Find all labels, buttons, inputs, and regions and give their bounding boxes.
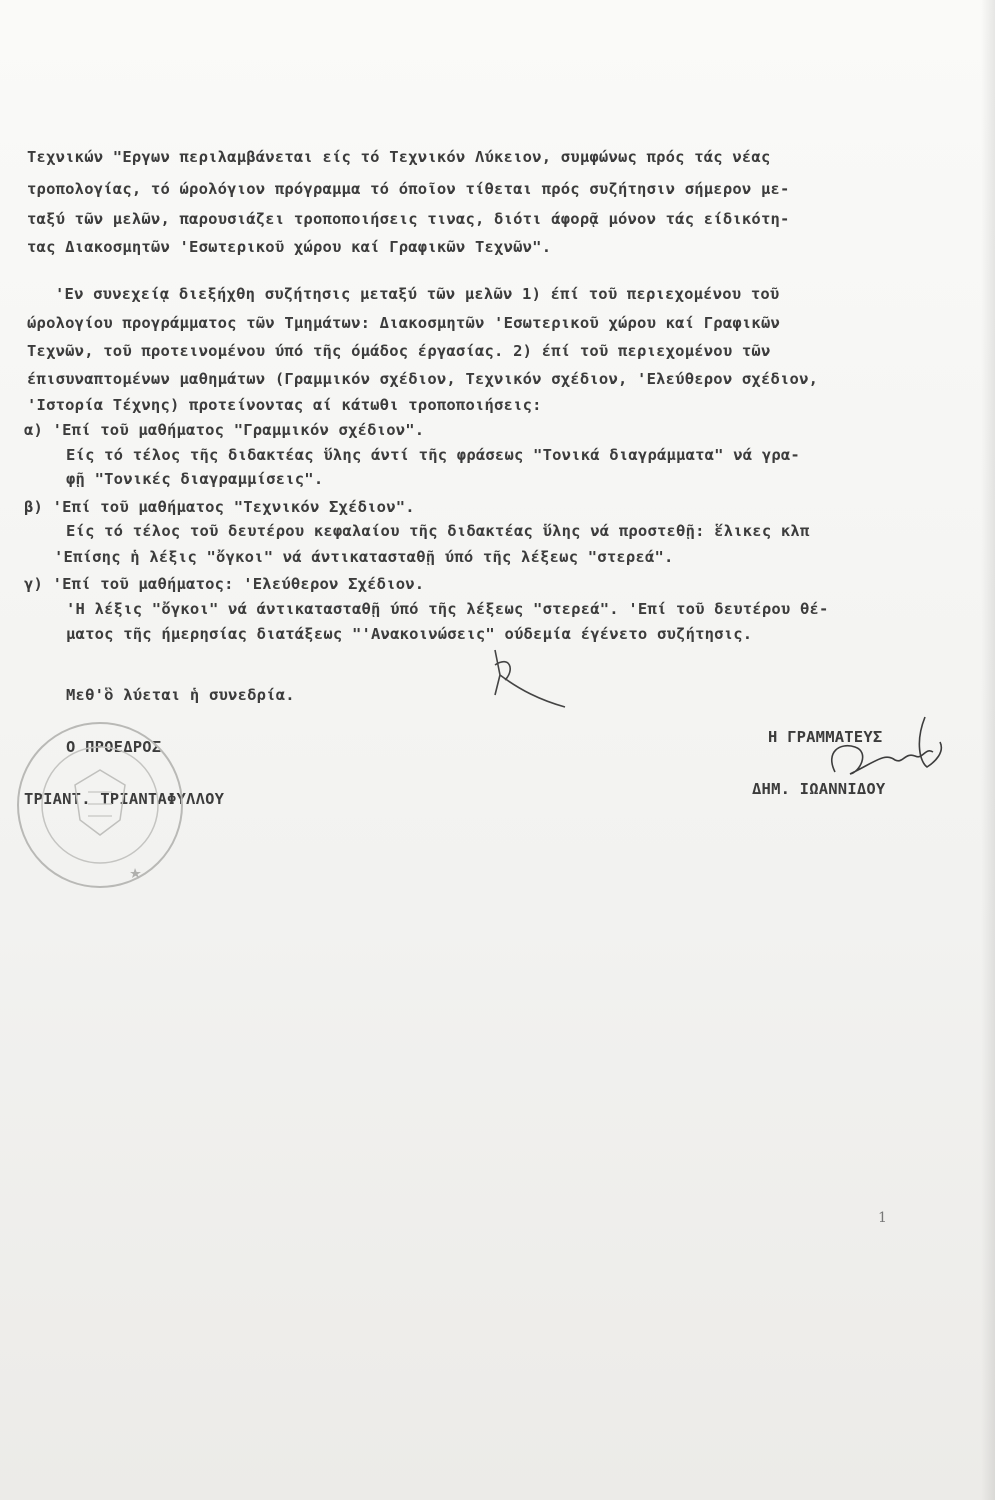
item-b-heading: β) 'Επί τοῦ μαθήματος "Τεχνικόν Σχέδιον".	[24, 498, 415, 516]
page-number-mark: 1	[878, 1210, 887, 1226]
item-c-heading: γ) 'Επί τοῦ μαθήματος: 'Ελεύθερον Σχέδιον.	[24, 575, 425, 593]
text-line-4: τας Διακοσμητῶν 'Εσωτερικοῦ χώρου καί Γραφικῶν Τεχνῶν".	[27, 238, 552, 256]
secretary-title: Η ΓΡΑΜΜΑΤΕΥΣ	[768, 728, 883, 746]
item-a-heading: α) 'Επί τοῦ μαθήματος "Γραμμικόν σχέδιον".	[24, 421, 425, 439]
text-line-7: Τεχνῶν, τοῦ προτεινομένου ύπό τῆς όμάδος έργασίας. 2) έπί τοῦ περιεχομένου τῶν	[27, 342, 771, 360]
text-line-6: ώρολογίου προγράμματος τῶν Τμημάτων: Διακοσμητῶν 'Εσωτερικοῦ χώρου καί Γραφικῶν	[27, 314, 781, 332]
item-c-text-1: 'Η λέξις "ὄγκοι" νά άντικατασταθῇ ύπό τῆς λέξεως "στερεά". 'Επί τοῦ δευτέρου θέ-	[66, 600, 829, 618]
closing-line: Μεθ'ὃ λύεται ἡ συνεδρία.	[66, 686, 295, 704]
secretary-signature	[815, 712, 965, 792]
item-a-text-1: Είς τό τέλος τῆς διδακτέας ὕλης άντί τῆς φράσεως "Τονικά διαγράμματα" νά γρα-	[66, 446, 800, 464]
item-b-text-1: Είς τό τέλος τοῦ δευτέρου κεφαλαίου τῆς διδακτέας ὕλης νά προστεθῇ: ἕλικες κλπ	[66, 522, 810, 540]
text-line-2: τροπολογίας, τό ώρολόγιον πρόγραμμα τό όποῖον τίθεται πρός συζήτησιν σήμερον με-	[27, 180, 790, 198]
text-line-9: 'Ιστορία Τέχνης) προτείνοντας αί κάτωθι τροποποιήσεις:	[27, 396, 542, 414]
handwritten-initials	[480, 635, 570, 710]
item-c-text-2: ματος τῆς ήμερησίας διατάξεως "'Ανακοινώσεις" ούδεμία έγένετο συζήτησις.	[66, 625, 753, 643]
text-line-8: έπισυναπτομένων μαθημάτων (Γραμμικόν σχέδιον, Τεχνικόν σχέδιον, 'Ελεύθερον σχέδιον,	[27, 370, 819, 388]
text-line-5: 'Εν συνεχείᾳ διεξήχθη συζήτησις μεταξύ τῶν μελῶν 1) έπί τοῦ περιεχομένου τοῦ	[55, 285, 780, 303]
president-title: Ο ΠΡΟΕΔΡΟΣ	[66, 738, 162, 756]
text-line-1: Τεχνικών "Εργων περιλαμβάνεται είς τό Τεχνικόν Λύκειον, συμφώνως πρός τάς νέας	[27, 148, 771, 166]
secretary-name: ΔΗΜ. ΙΩΑΝΝΙΔΟΥ	[752, 780, 886, 798]
item-b-text-2: 'Επίσης ἡ λέξις "ὄγκοι" νά άντικατασταθῇ ύπό τῆς λέξεως "στερεά".	[54, 548, 674, 566]
item-a-text-2: φῇ "Τονικές διαγραμμίσεις".	[66, 470, 324, 488]
page-edge-shadow	[981, 0, 995, 1500]
text-line-3: ταξύ τῶν μελῶν, παρουσιάζει τροποποιήσεις τινας, διότι άφορᾷ μόνον τάς είδικότη-	[27, 210, 790, 228]
president-name: ΤΡΙΑΝΤ. ΤΡΙΑΝΤΑΦΥΛΛΟΥ	[24, 790, 225, 808]
official-seal-stamp	[0, 700, 185, 900]
